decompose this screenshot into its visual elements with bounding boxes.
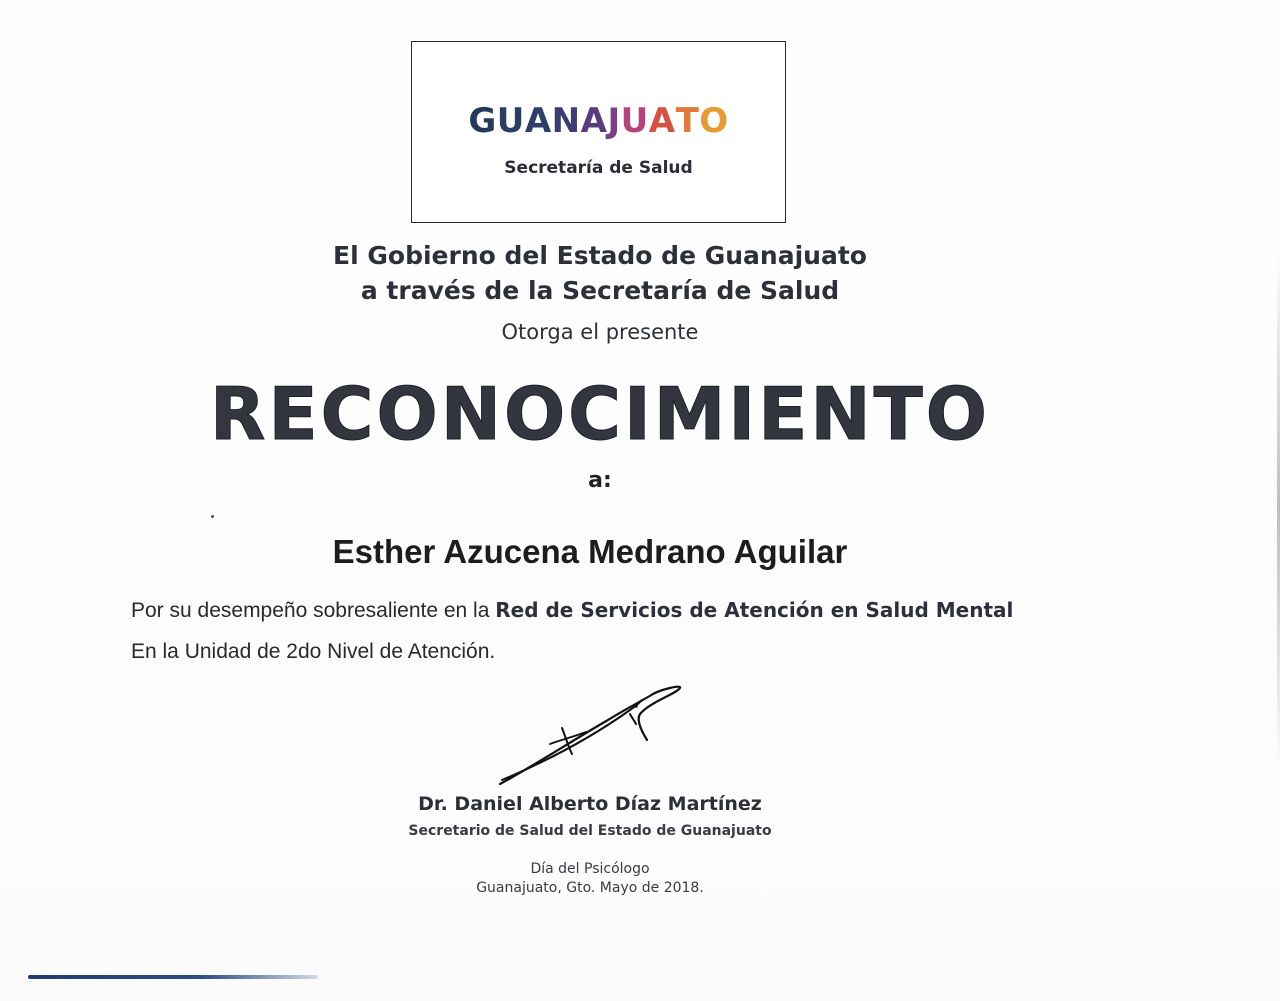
logo-letter: G	[468, 101, 497, 141]
issuer-line-1: El Gobierno del Estado de Guanajuato	[333, 241, 867, 270]
to-label: a:	[588, 468, 612, 493]
logo-letter: N	[551, 101, 581, 141]
signatory-name: Dr. Daniel Alberto Díaz Martínez	[418, 793, 762, 815]
certificate-title: RECONOCIMIENTO	[210, 372, 990, 456]
speck	[211, 515, 214, 518]
logo-box	[411, 41, 786, 223]
logo-letter: A	[580, 101, 608, 141]
bottom-accent-rule	[28, 975, 318, 979]
logo-letter: A	[524, 101, 552, 141]
place-date-text: Guanajuato, Gto. Mayo de 2018.	[476, 880, 704, 896]
signature-image	[490, 680, 690, 790]
logo-subtitle: Secretaría de Salud	[504, 158, 693, 178]
occasion-text: Día del Psicólogo	[530, 861, 650, 877]
reason-prefix: Por su desempeño sobresaliente en la	[131, 599, 496, 622]
logo-letter: U	[496, 101, 525, 141]
issuer-line-2: a través de la Secretaría de Salud	[360, 276, 840, 305]
reason-network: Red de Servicios de Atención en Salud Mental	[495, 598, 1014, 622]
logo-letter: J	[607, 101, 621, 141]
signatory-title: Secretario de Salud del Estado de Guanajuato	[408, 823, 772, 839]
grants-text: Otorga el presente	[501, 320, 699, 344]
logo-letter: O	[699, 101, 729, 141]
reason-line-1	[131, 598, 1013, 623]
guanajuato-logo	[412, 101, 785, 141]
logo-letter: T	[675, 101, 700, 141]
reason-line-2: En la Unidad de 2do Nivel de Atención.	[131, 640, 496, 663]
recipient-name: Esther Azucena Medrano Aguilar	[332, 533, 848, 570]
logo-letter: U	[620, 101, 649, 141]
logo-letter: A	[648, 101, 676, 141]
